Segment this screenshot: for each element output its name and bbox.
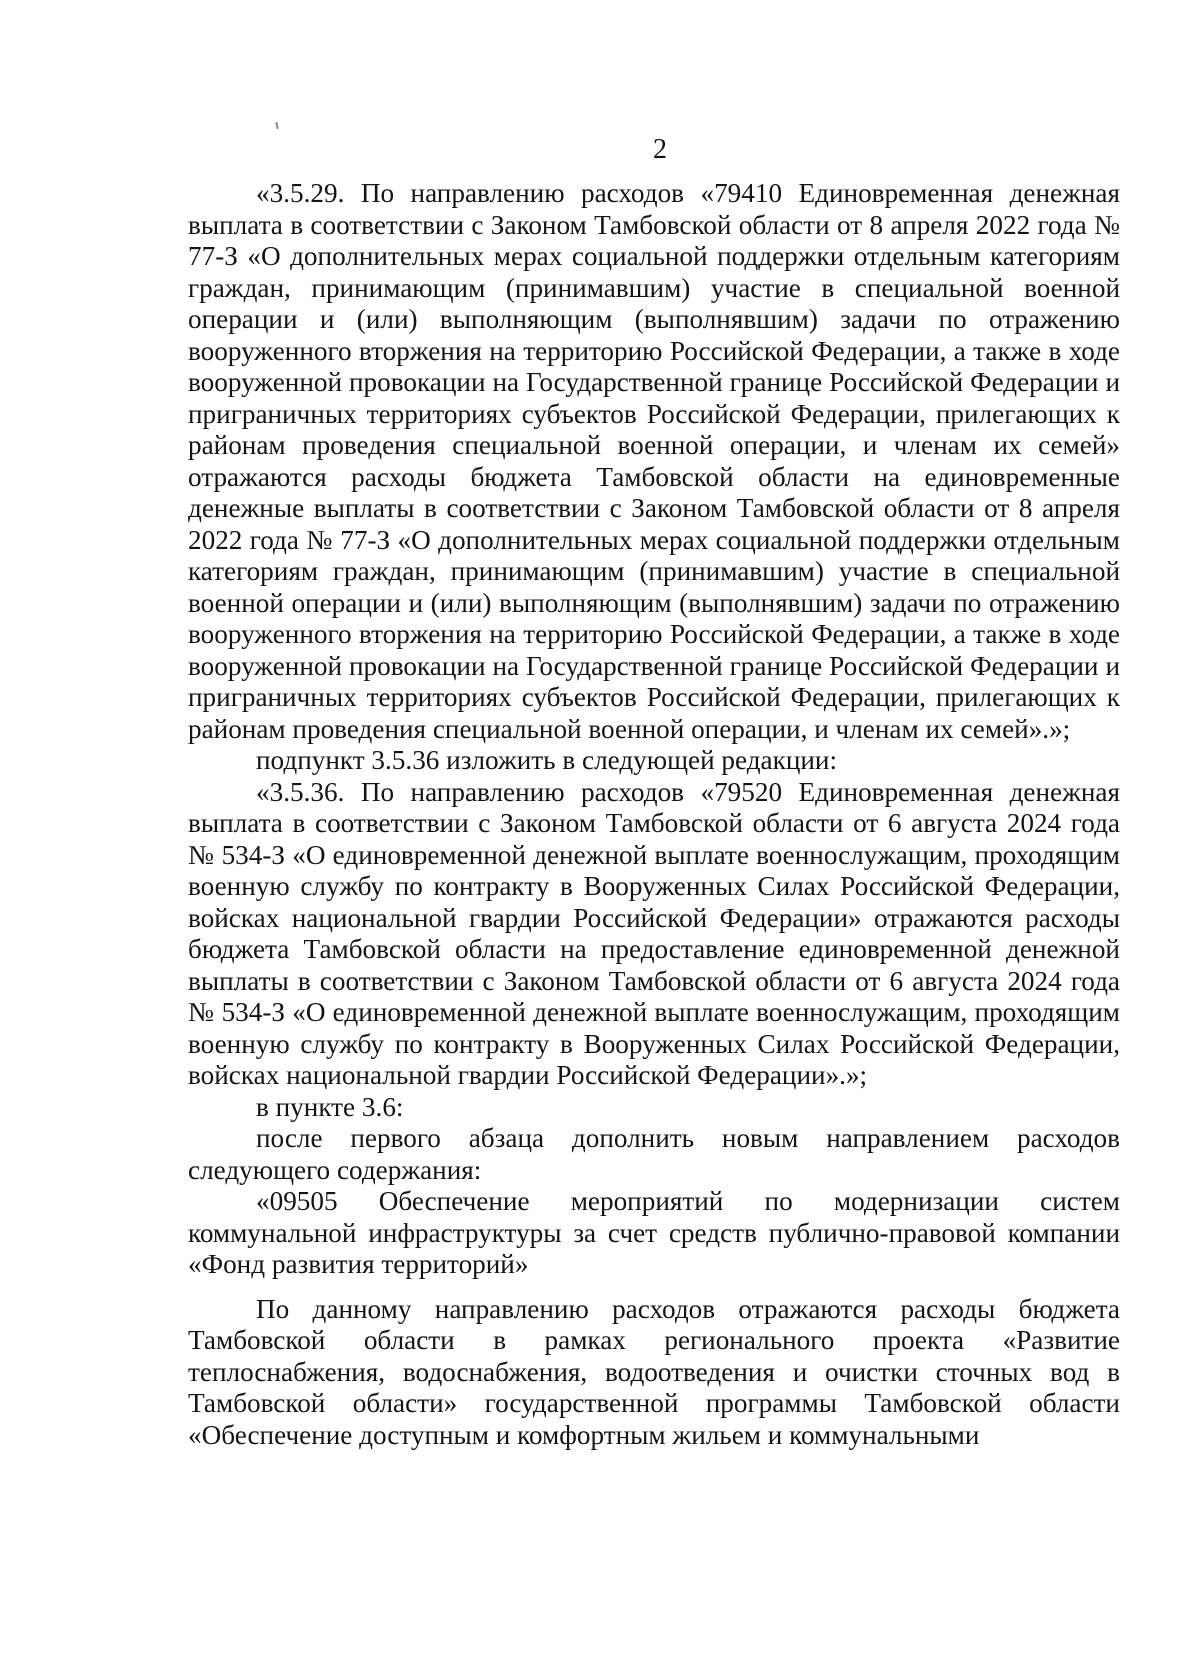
- paragraph-3-5-29: «3.5.29. По направлению расходов «79410 Единовременная денежная выплата в соответствии с Законом Тамбовской области от 8 апреля 2022 года № 77-З «О дополнительных мерах социальной поддержки отдельным категориям граждан, принимающим (принимавшим) участие в специальной военной операции и (или) выполняющим (выполнявшим) задачи по отражению вооруженного вторжения на территорию Российской Федерации, а также в ходе вооруженной провокации на Государственной границе Российской Федерации и приграничных территориях субъектов Российской Федерации, прилегающих к районам проведения специальной военной операции, и членам их семей» отражаются расходы бюджета Тамбовской области на единовременные денежные выплаты в соответствии с Законом Тамбовской области от 8 апреля 2022 года № 77-З «О дополнительных мерах социальной поддержки отдельным категориям граждан, принимающим (принимавшим) участие в специальной военной операции и (или) выполняющим (выполнявшим) задачи по отражению вооруженного вторжения на территорию Российской Федерации, а также в ходе вооруженной провокации на Государственной границе Российской Федерации и приграничных территориях субъектов Российской Федерации, прилегающих к районам проведения специальной военной операции, и членам их семей».»;: [188, 178, 1120, 744]
- paragraph-item-3-6: в пункте 3.6:: [256, 1091, 404, 1122]
- paragraph-after-first: после первого абзаца дополнить новым направлением расходов следующего содержания:: [188, 1123, 1120, 1185]
- paragraph-subitem-3-5-36-intro: подпункт 3.5.36 изложить в следующей редакции:: [256, 745, 838, 775]
- paragraph-09505: «09505 Обеспечение мероприятий по модернизации систем коммунальной инфраструктуры за счет средств публично-правовой компании «Фонд развития территорий»: [188, 1186, 1120, 1279]
- paragraph-direction-expenses: По данному направлению расходов отражаются расходы бюджета Тамбовской области в рамках регионального проекта «Развитие теплоснабжения, водоснабжения, водоотведения и очистки сточных вод в Тамбовской области» государственной программы Тамбовской области «Обеспечение доступным и комфортным жильем и коммунальными: [188, 1293, 1120, 1450]
- paragraph-3-5-36: «3.5.36. По направлению расходов «79520 Единовременная денежная выплата в соответствии с Законом Тамбовской области от 6 августа 2024 года № 534-З «О единовременной денежной выплате военнослужащим, проходящим военную службу по контракту в Вооруженных Силах Российской Федерации, войсках национальной гвардии Российской Федерации» отражаются расходы бюджета Тамбовской области на предоставление единовременной денежной выплаты в соответствии с Законом Тамбовской области от 6 августа 2024 года № 534-З «О единовременной денежной выплате военнослужащим, проходящим военную службу по контракту в Вооруженных Силах Российской Федерации, войсках национальной гвардии Российской Федерации».»;: [188, 776, 1120, 1090]
- page-number: 2: [653, 134, 667, 165]
- document-body: [188, 178, 1120, 1451]
- scan-speck: [275, 122, 278, 129]
